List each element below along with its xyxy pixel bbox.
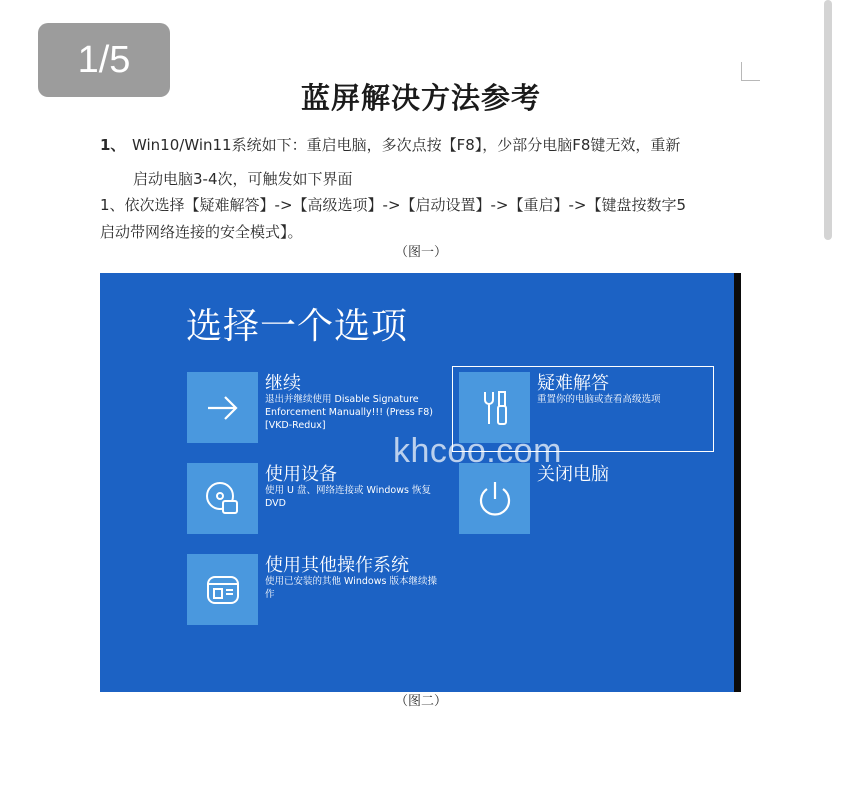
option-title: 继续: [265, 373, 301, 394]
disc-device-icon: [187, 463, 258, 534]
option-title: 使用设备: [265, 464, 337, 485]
screen-title: 选择一个选项: [186, 306, 409, 347]
instruction-line2: 启动带网络连接的安全模式】。: [100, 223, 303, 241]
scrollbar[interactable]: [824, 0, 832, 240]
option-title: 疑难解答: [537, 373, 609, 394]
option-description: 退出并继续使用 Disable Signature Enforcement Manually!!! (Press F8) [VKD-Redux]: [265, 394, 433, 431]
option-title: 关闭电脑: [537, 464, 609, 485]
power-icon: [459, 463, 530, 534]
option-description: 使用 U 盘、网络连接或 Windows 恢复 DVD: [265, 485, 431, 509]
watermark: khcoo.com: [393, 432, 562, 470]
boot-options-screenshot: [100, 273, 741, 692]
instruction-line1: 1、依次选择【疑难解答】->【高级选项】->【启动设置】->【重启】->【键盘按数字5: [100, 196, 687, 214]
step1-line2: 启动电脑3-4次，可触发如下界面: [133, 170, 353, 188]
screen-edge: [734, 273, 741, 692]
step1-line1: [100, 134, 680, 155]
step1-text: Win10/Win11系统如下：重启电脑，多次点按【F8】，少部分电脑F8键无效，重新: [132, 136, 681, 154]
os-window-icon: [187, 554, 258, 625]
figure-caption-1: （图一）: [394, 245, 447, 260]
figure-caption-2: （图二）: [394, 694, 447, 709]
step1-number: 1、: [100, 136, 126, 154]
option-description: 使用已安装的其他 Windows 版本继续操作: [265, 576, 437, 600]
arrow-right-icon: [187, 372, 258, 443]
option-title: 使用其他操作系统: [265, 555, 409, 576]
option-description: 重置你的电脑或查看高级选项: [537, 394, 661, 405]
document-title: 蓝屏解决方法参考: [300, 81, 541, 115]
page-indicator: 1/5: [38, 23, 170, 97]
